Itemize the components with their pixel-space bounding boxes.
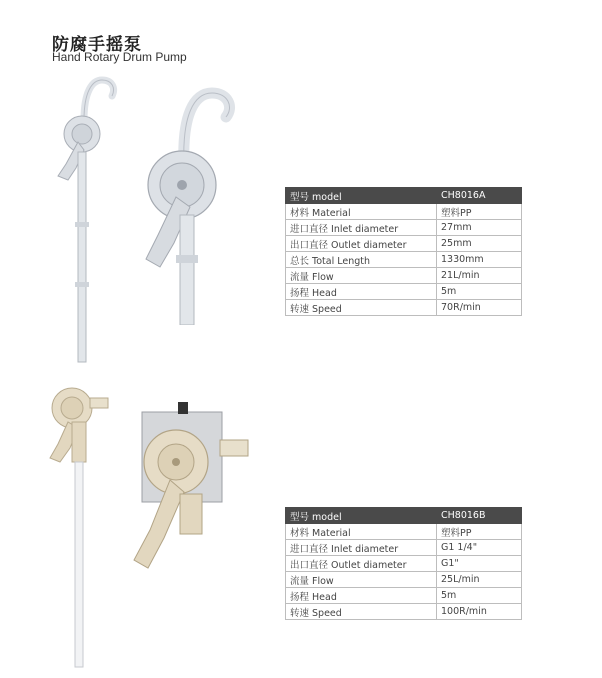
table-row (286, 572, 522, 588)
spec-label: 进口直径 Inlet diameter (286, 220, 437, 236)
spec-header-value: CH8016A (437, 188, 522, 204)
spec-label: 流量 Flow (286, 268, 437, 284)
table-row (286, 588, 522, 604)
spec-value: 27mm (437, 220, 522, 236)
table-row (286, 204, 522, 220)
spec-header-label: 型号 model (286, 188, 437, 204)
table-row (286, 604, 522, 620)
spec-label: 流量 Flow (286, 572, 437, 588)
spec-label: 进口直径 Inlet diameter (286, 540, 437, 556)
spec-value: 塑料PP (437, 204, 522, 220)
spec-label: 转速 Speed (286, 604, 437, 620)
pump-b-closeup-image (120, 400, 260, 595)
pump-a-closeup-image (132, 85, 247, 325)
spec-header-label: 型号 model (286, 508, 437, 524)
spec-value: 25mm (437, 236, 522, 252)
page-title-en: Hand Rotary Drum Pump (52, 50, 187, 64)
pump-a-full-image (40, 72, 130, 372)
table-row (286, 300, 522, 316)
spec-value: G1 1/4" (437, 540, 522, 556)
spec-label: 总长 Total Length (286, 252, 437, 268)
table-row (286, 540, 522, 556)
table-row (286, 556, 522, 572)
spec-label: 转速 Speed (286, 300, 437, 316)
spec-label: 扬程 Head (286, 588, 437, 604)
spec-table-header (286, 508, 522, 524)
table-row (286, 268, 522, 284)
spec-value: 21L/min (437, 268, 522, 284)
spec-label: 出口直径 Outlet diameter (286, 556, 437, 572)
spec-label: 材料 Material (286, 524, 437, 540)
spec-value: 5m (437, 588, 522, 604)
spec-value: 100R/min (437, 604, 522, 620)
table-row (286, 252, 522, 268)
table-row (286, 284, 522, 300)
spec-header-value: CH8016B (437, 508, 522, 524)
page-title-cn: 防腐手摇泵 (52, 35, 142, 55)
spec-value: G1" (437, 556, 522, 572)
spec-value: 25L/min (437, 572, 522, 588)
spec-value: 1330mm (437, 252, 522, 268)
spec-value: 塑料PP (437, 524, 522, 540)
spec-table-ch8016a (285, 187, 522, 316)
table-row (286, 524, 522, 540)
spec-table-ch8016b (285, 507, 522, 620)
table-row (286, 236, 522, 252)
table-row (286, 220, 522, 236)
spec-table-header (286, 188, 522, 204)
spec-label: 扬程 Head (286, 284, 437, 300)
spec-label: 出口直径 Outlet diameter (286, 236, 437, 252)
spec-value: 70R/min (437, 300, 522, 316)
spec-value: 5m (437, 284, 522, 300)
pump-b-full-image (42, 378, 122, 673)
spec-label: 材料 Material (286, 204, 437, 220)
